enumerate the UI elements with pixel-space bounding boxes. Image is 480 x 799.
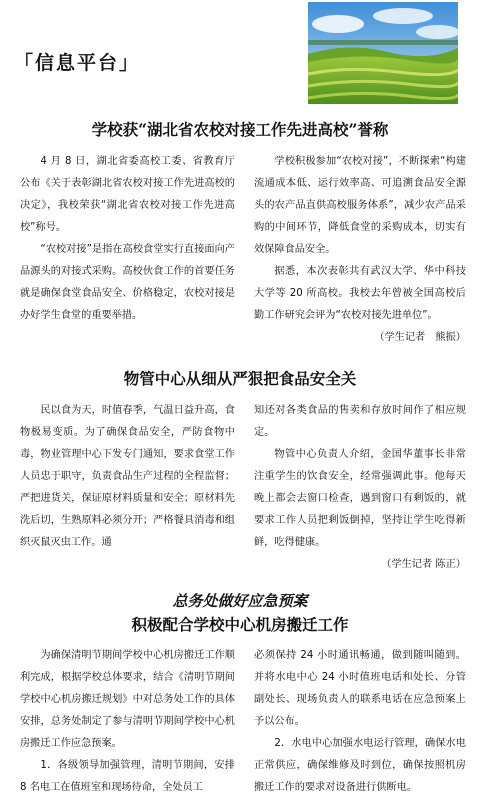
article2-right-column <box>254 400 466 576</box>
paragraph: 学校积极参加“农校对接”，不断探索“构建流通成本低、运行效率高、可追溯食品安全源头的农产品直供高校服务体系”，减少农产品采购的中间环节，降低食堂的采购成本，切实有效保障食品安全。 <box>254 156 466 255</box>
paragraph: 为确保清明节期间学校中心机房搬迁工作顺利完成，根据学校总体要求，结合《清明节期间学校中心机房搬迁规划》中对总务处工作的具体安排，总务处制定了参与清明节期间学校中心机房搬迁工作应急预案。 <box>20 650 235 749</box>
paragraph: 据悉，本次表彰共有武汉大学、华中科技大学等 20 所高校。我校去年曾被全国高校后勤工作研究会评为“农校对接先进单位”。 <box>254 266 466 321</box>
page-header <box>0 0 480 108</box>
article2-byline: （学生记者 陈正） <box>381 559 466 570</box>
article3-headline-line2: 积极配合学校中心机房搬迁工作 <box>131 615 349 634</box>
header-farmland-photo <box>308 2 458 104</box>
paragraph: “农校对接”是指在高校食堂实行直接面向产品源头的对接式采购。高校伙食工作的首要任务就是确保食堂食品安全、价格稳定，农校对接是办好学生食堂的重要举措。 <box>20 244 235 321</box>
article1-left-column <box>20 151 235 327</box>
paragraph: 4 月 8 日，湖北省委高校工委、省教育厅公布《关于表彰湖北省农校对接工作先进高校的决定》，我校荣获“湖北省农校对接工作先进高校”称号。 <box>20 156 235 233</box>
article1-headline: 学校获“湖北省农校对接工作先进高校”誉称 <box>91 120 389 139</box>
paragraph: 1．各级领导加强管理，清明节期间，安排 8 名电工在值班室和现场待命，全处员工 <box>20 760 235 793</box>
paragraph: 物管中心负责人介绍，金国华董事长非常注重学生的饮食安全，经常强调此事。他每天晚上都会去窗口检查，遇到窗口有剩饭的，就要求工作人员把剩饭倒掉，坚持让学生吃得新鲜，吃得健康。 <box>254 449 466 548</box>
article2-left-column <box>20 400 235 554</box>
article1-right-column <box>254 151 466 349</box>
section-title: 「信息平台」 <box>14 52 141 74</box>
article3-right-column <box>254 645 466 799</box>
article1-byline: （学生记者 熊振） <box>374 332 466 343</box>
paragraph: 民以食为天，时值春季，气温日益升高，食物极易变质。为了确保食品安全，严防食物中毒，物业管理中心下发专门通知，要求食堂工作人员忠于职守，负责食品生产过程的全程监督；严把进货关，保证原材料质量和安全；原材料先洗后切，生熟原料必须分开；严格餐具消毒和组织灭鼠灭虫工作。通 <box>20 405 235 548</box>
article3-left-column <box>20 645 235 799</box>
paragraph: 2．水电中心加强水电运行管理，确保水电正常供应，确保维修及时到位，确保按照机房搬迁工作的要求对设备进行供断电。 <box>254 738 466 793</box>
farmland-image <box>308 2 458 104</box>
article3-headline-line1: 总务处做好应急预案 <box>172 592 308 610</box>
paragraph-continued: 必须保持 24 小时通讯畅通，做到随叫随到。并将水电中心 24 小时值班电话和处长、分管副处长、现场负责人的联系电话在应急预案上予以公布。 <box>254 650 466 727</box>
paragraph-continued: 知还对各类食品的售卖和存放时间作了相应规定。 <box>254 405 466 438</box>
article2-headline: 物管中心从细从严狠把食品安全关 <box>123 369 357 388</box>
